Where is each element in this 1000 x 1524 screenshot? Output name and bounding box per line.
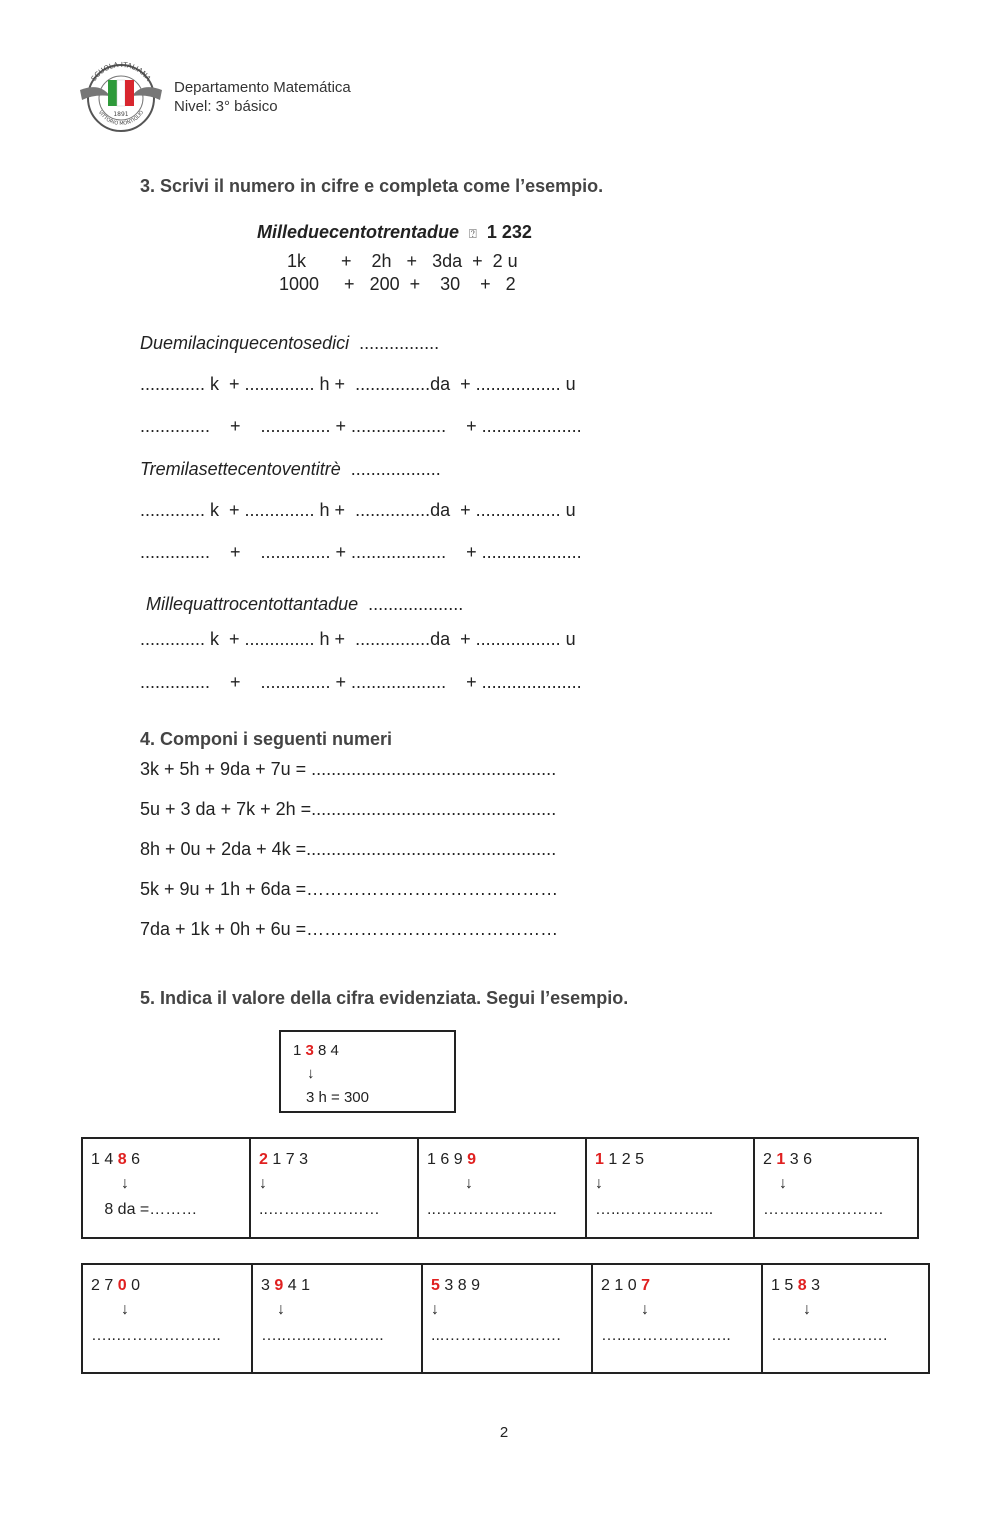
digit-cell: [586, 1138, 754, 1238]
digit-highlighted: 1: [595, 1151, 604, 1168]
digit-cell: [252, 1264, 422, 1373]
cell-digits: 2 1 3 6: [763, 1151, 812, 1168]
answer-field[interactable]: ..…………………..: [427, 1201, 557, 1218]
digit-highlighted: 1: [776, 1151, 786, 1168]
logo-year: 1891: [113, 111, 129, 118]
exercise5-title: 5. Indica il valore della cifra evidenziata. Segui l’esempio.: [140, 988, 629, 1008]
down-arrow-icon: ↓: [259, 1175, 267, 1192]
answer-field[interactable]: 8 da =………: [91, 1201, 198, 1218]
exercise3-item-word-line: [140, 333, 439, 354]
cell-digits: 1 4 8 6: [91, 1151, 140, 1168]
level-text: Nivel: 3° básico: [174, 98, 278, 115]
exercise4-line[interactable]: 7da + 1k + 0h + 6u =……………………………………: [140, 919, 559, 939]
header-text: [174, 78, 351, 116]
down-arrow-icon: ↓: [121, 1175, 129, 1192]
answer-field[interactable]: …..………………..: [91, 1327, 221, 1344]
digit: 4: [330, 1042, 339, 1059]
item-word: Duemilacinquecentosedici: [140, 333, 350, 353]
digit-highlighted: 8: [117, 1151, 127, 1168]
down-arrow-icon: ↓: [431, 1301, 439, 1318]
digit-cell: [762, 1264, 929, 1373]
logo-text-bottom: VITTORIO MONTIGLIO: [96, 109, 146, 127]
exercise3-item-line1[interactable]: ............. k + .............. h + ...............da + ................. u: [140, 374, 576, 394]
digit-cell: [418, 1138, 586, 1238]
svg-text:SCUOLA ITALIANA: [90, 61, 152, 83]
cell-digits: 1 5 8 3: [771, 1277, 820, 1294]
exercise4-line[interactable]: 5u + 3 da + 7k + 2h =.................................................: [140, 799, 557, 819]
exercise3-item-line1[interactable]: ............. k + .............. h + ...............da + ................. u: [140, 500, 576, 520]
logo-text-top: SCUOLA ITALIANA: [89, 60, 153, 83]
answer-field[interactable]: ..…………………: [259, 1201, 380, 1218]
digit-highlighted: 8: [797, 1277, 807, 1294]
down-arrow-icon: ↓: [121, 1301, 129, 1318]
exercise3-item-line2[interactable]: .............. + .............. + ................... + ....................: [140, 672, 582, 692]
digit-cell: [592, 1264, 762, 1373]
school-logo: [72, 60, 170, 132]
down-arrow-icon: ↓: [641, 1301, 649, 1318]
cell-digits: 2 1 0 7: [601, 1277, 650, 1294]
answer-field[interactable]: …..……………...: [595, 1201, 714, 1218]
digit-value-table-row1: [81, 1137, 919, 1239]
example-values-line: 1000 + 200 + 30 + 2: [279, 274, 516, 294]
answer-field[interactable]: …..…..…………..: [261, 1327, 384, 1344]
exercise3-title: 3. Scrivi il numero in cifre e completa come l’esempio.: [140, 176, 604, 196]
digit-value-table-row2: [81, 1263, 930, 1374]
digit-highlighted: 9: [274, 1277, 284, 1294]
item-word: Millequattrocentottantadue: [146, 594, 359, 614]
cell-digits: 5 3 8 9: [431, 1277, 480, 1294]
digit-highlighted: 2: [259, 1151, 268, 1168]
exercise3-item-line1[interactable]: ............. k + .............. h + ...............da + ................. u: [140, 629, 576, 649]
answer-field[interactable]: ...………………….: [431, 1327, 561, 1344]
answer-field[interactable]: ………………….: [771, 1327, 888, 1344]
cell-digits: 1 6 9 9: [427, 1151, 476, 1168]
cell-digits: 2 1 7 3: [259, 1151, 308, 1168]
digit-highlighted: 7: [641, 1277, 650, 1294]
department-name: Departamento Matemática: [174, 79, 351, 96]
example-digits: [293, 1042, 339, 1059]
item-word: Tremilasettecentoventitrè: [140, 459, 341, 479]
digit: 8: [318, 1042, 327, 1059]
exercise4-line[interactable]: 8h + 0u + 2da + 4k =..................................................: [140, 839, 557, 859]
example-number: 1 232: [486, 222, 532, 242]
answer-field[interactable]: …..………………..: [601, 1327, 731, 1344]
arrow-symbol: ⍰: [469, 226, 477, 241]
example-box: [279, 1030, 456, 1113]
digit-highlighted: 3: [305, 1042, 314, 1059]
answer-field[interactable]: ……..……………: [763, 1201, 884, 1218]
digit-highlighted: 9: [467, 1151, 476, 1168]
digit: 1: [293, 1042, 302, 1059]
exercise3-item-line2[interactable]: .............. + .............. + ................... + ....................: [140, 542, 582, 562]
page-number: 2: [499, 1424, 509, 1441]
item-blank[interactable]: ..................: [350, 459, 441, 479]
cell-digits: 3 9 4 1: [261, 1277, 310, 1294]
example-answer: 3 h = 300: [306, 1089, 369, 1106]
exercise4-line[interactable]: 3k + 5h + 9da + 7u = .................................................: [140, 759, 557, 779]
item-blank[interactable]: ................: [359, 333, 440, 353]
down-arrow-icon: ↓: [595, 1175, 603, 1192]
example-word-line: [257, 222, 532, 243]
cell-digits: 2 7 0 0: [91, 1277, 140, 1294]
down-arrow-icon: ↓: [779, 1175, 787, 1192]
digit-cell: [422, 1264, 592, 1373]
exercise4-line[interactable]: 5k + 9u + 1h + 6da =……………………………………: [140, 879, 559, 899]
digit-highlighted: 5: [431, 1277, 440, 1294]
exercise3-item-word-line: [146, 594, 463, 615]
exercise3-item-line2[interactable]: .............. + .............. + ................... + ....................: [140, 416, 582, 436]
digit-highlighted: 0: [117, 1277, 127, 1294]
item-blank[interactable]: ...................: [368, 594, 464, 614]
digit-cell: [250, 1138, 418, 1238]
down-arrow-icon: ↓: [277, 1301, 285, 1318]
digit-cell: [82, 1138, 250, 1238]
exercise3-item-word-line: [140, 459, 441, 480]
digit-cell: [82, 1264, 252, 1373]
example-units-line: 1k + 2h + 3da + 2 u: [287, 251, 518, 271]
down-arrow-icon: ↓: [307, 1065, 315, 1082]
cell-digits: 1 1 2 5: [595, 1151, 644, 1168]
digit-cell: [754, 1138, 918, 1238]
down-arrow-icon: ↓: [803, 1301, 811, 1318]
exercise4-title: 4. Componi i seguenti numeri: [140, 729, 393, 749]
example-word: Milleduecentotrentadue: [257, 222, 460, 242]
down-arrow-icon: ↓: [465, 1175, 473, 1192]
